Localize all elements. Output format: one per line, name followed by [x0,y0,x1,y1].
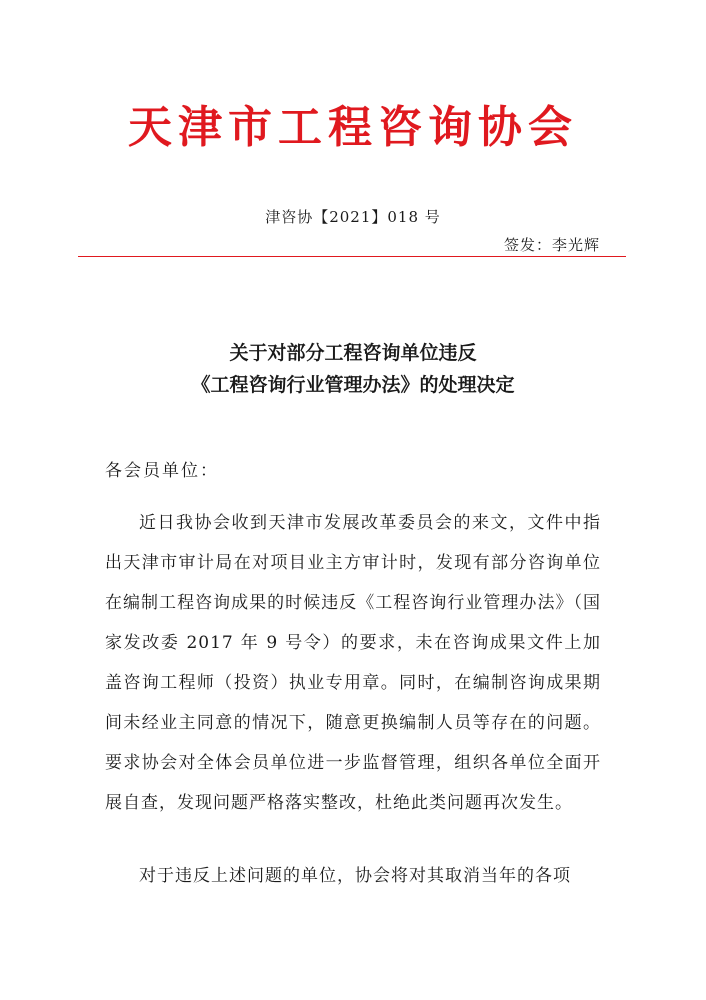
salutation: 各会员单位： [105,461,219,481]
document-number: 津咨协【2021】018 号 [265,208,441,226]
title-line-1: 关于对部分工程咨询单位违反 [229,342,477,364]
title-line-2: 《工程咨询行业管理办法》的处理决定 [191,374,515,396]
document-title [0,337,706,401]
signer: 签发：李光辉 [503,236,600,254]
body-paragraph-2: 对于违反上述问题的单位，协会将对其取消当年的各项 [139,866,571,886]
masthead-org-name: 天津市工程咨询协会 [128,102,578,153]
red-divider [78,256,626,257]
body-paragraph-1: 近日我协会收到天津市发展改革委员会的来文，文件中指出天津市审计局在对项目业主方审计时，发现有部分咨询单位在编制工程咨询成果的时候违反《工程咨询行业管理办法》（国家发改委 2017 年 9 号令）的要求，未在咨询成果文件上加盖咨询工程师（投资）执业专用章。同时，在编制咨询成果期间未经业主同意的情况下，随意更换编制人员等存在的问题。要求协会对全体会员单位进一步监督管理，组织各单位全面开展自查，发现问题严格落实整改，杜绝此类问题再次发生。 [105,513,601,813]
